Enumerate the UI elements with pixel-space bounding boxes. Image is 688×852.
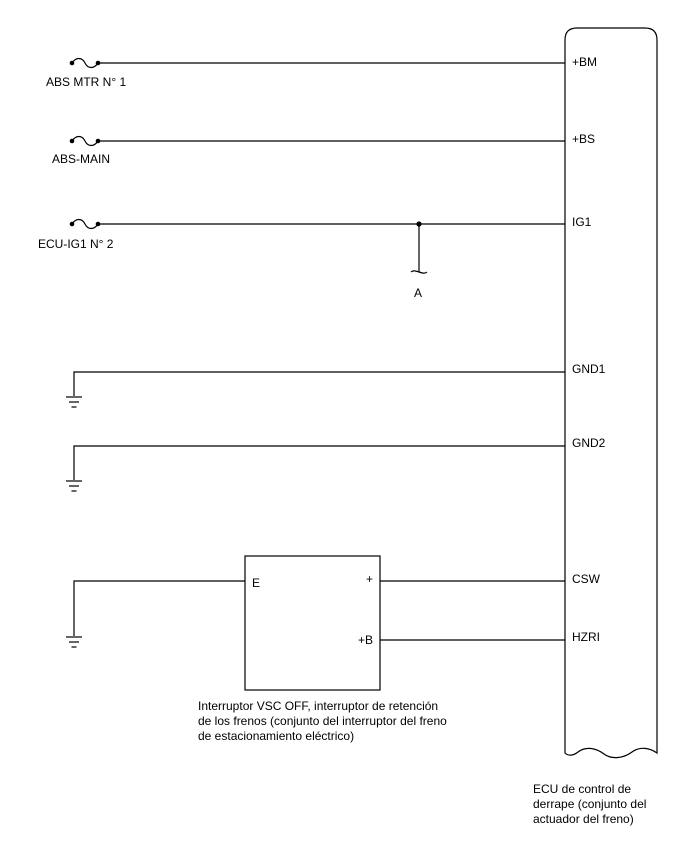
fuse-ecu-ig1-2-label: ECU-IG1 N° 2 [38,237,114,251]
ecu-caption-line1: ECU de control de [533,782,632,796]
ecu-caption-line3: actuador del freno) [533,812,634,826]
switch-box [245,556,380,690]
ecu-pin-bs: +BS [572,132,596,146]
switch-pin-plus-b: +B [358,633,374,647]
ecu-pin-bm: +BM [572,55,598,69]
ground-gnd1-icon [66,397,82,407]
fuse-abs-main-icon [70,137,101,146]
wire-gnd2 [74,446,565,480]
ecu-pin-ig1: IG1 [572,215,592,229]
ecu-pin-gnd1: GND1 [572,362,606,376]
wire-switch-e [74,581,245,636]
ecu-pin-gnd2: GND2 [572,436,606,450]
wire-gnd1 [74,372,565,396]
ground-gnd2-icon [66,481,82,491]
fuse-abs-mtr-1-icon [70,59,101,68]
switch-caption-line3: de estacionamiento eléctrico) [198,729,355,743]
fuse-ecu-ig1-2-icon [70,220,101,229]
ecu-pin-hzri: HZRI [572,630,600,644]
ecu-pin-csw: CSW [572,572,600,586]
switch-caption-line1: Interruptor VSC OFF, interruptor de retención [198,699,439,713]
fuse-abs-mtr-1-label: ABS MTR N° 1 [46,75,127,89]
fuse-abs-main-label: ABS-MAIN [52,152,111,166]
switch-pin-plus: + [366,572,374,586]
connector-a-label: A [414,286,423,300]
switch-pin-e: E [252,576,261,590]
ground-switch-icon [66,637,82,647]
switch-caption-line2: de los frenos (conjunto del interruptor del freno [198,714,447,728]
ecu-caption-line2: derrape (conjunto del [533,797,647,811]
